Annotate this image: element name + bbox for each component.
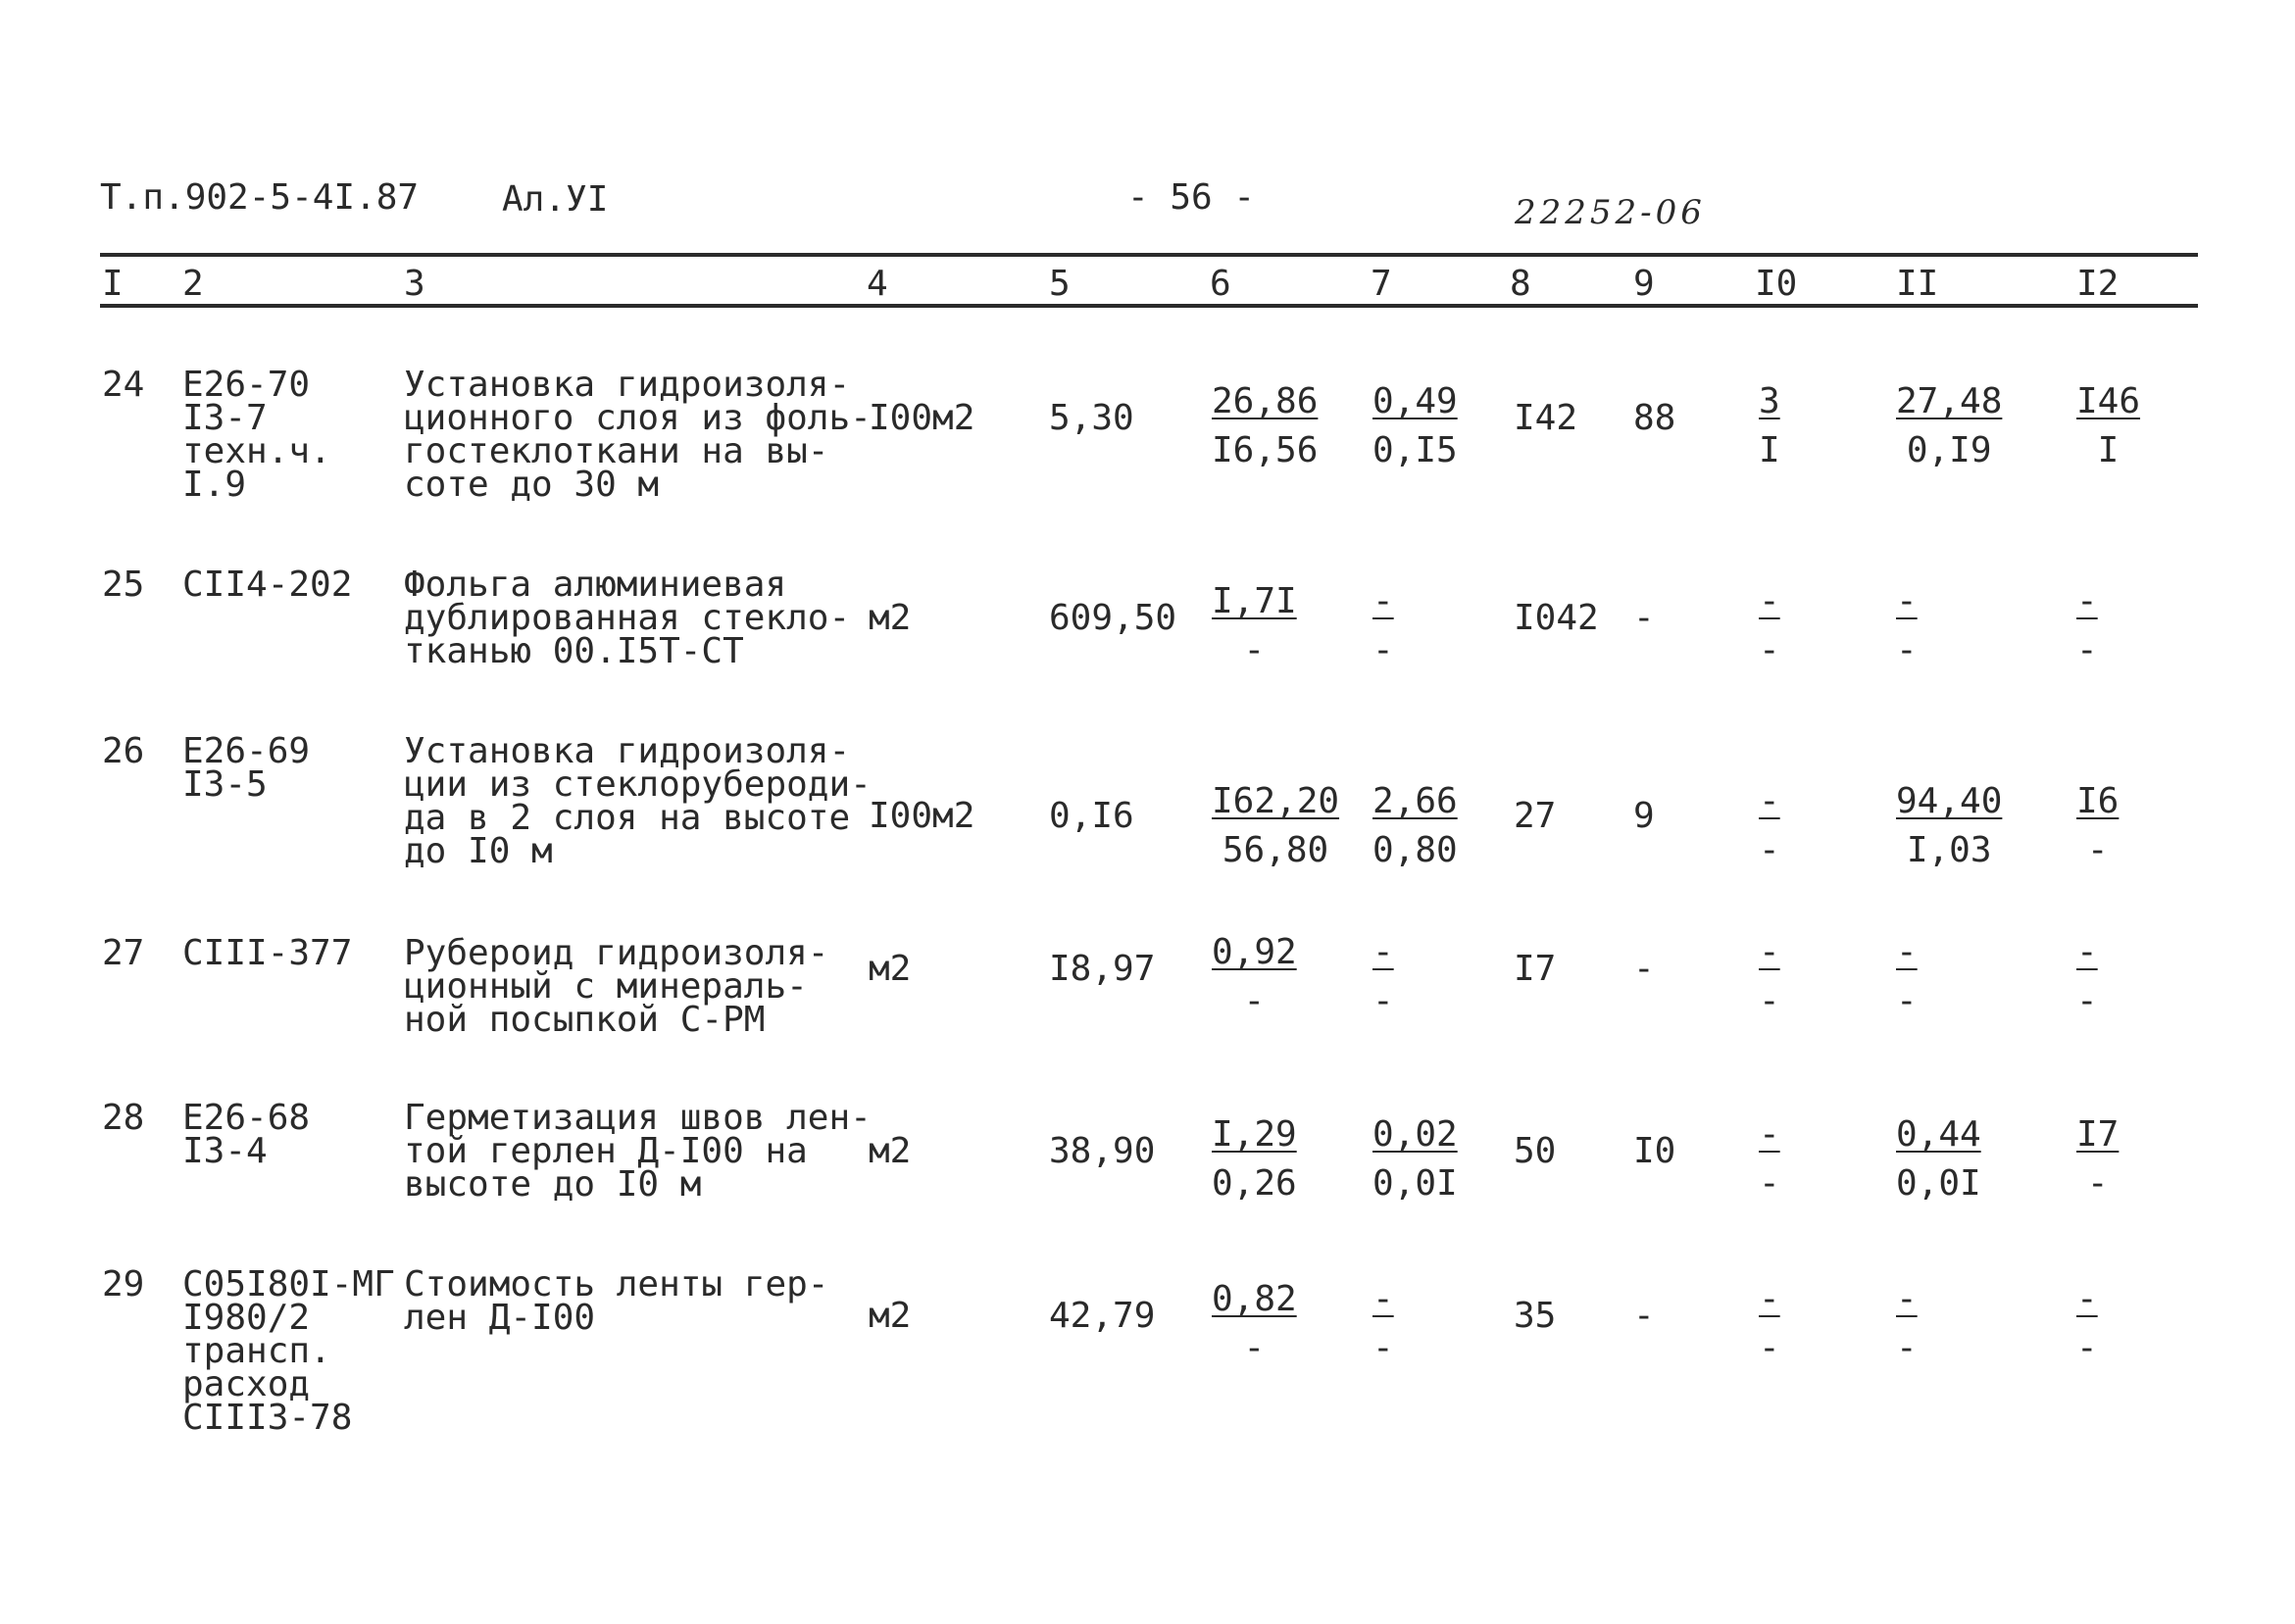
column-11-bottom: -: [1896, 981, 1918, 1021]
column-12-value: [2076, 781, 2120, 870]
quantity: 609,50: [1049, 598, 1177, 638]
column-6-bottom: 0,26: [1212, 1163, 1297, 1204]
column-10-value: [1759, 1279, 1780, 1368]
column-number: 6: [1210, 264, 1231, 304]
column-12-value: [2076, 381, 2141, 470]
column-12-top: I46: [2076, 381, 2141, 421]
column-7-top: -: [1372, 1279, 1394, 1319]
column-number: 7: [1371, 264, 1392, 304]
column-6-value: [1212, 1279, 1297, 1368]
column-11-bottom: 0,I9: [1906, 430, 1992, 470]
column-12-value: [2076, 932, 2098, 1021]
column-10-top: -: [1759, 1114, 1780, 1155]
column-7-value: [1372, 381, 1458, 470]
column-7-top: 2,66: [1372, 781, 1458, 821]
column-12-top: I7: [2076, 1114, 2120, 1155]
column-6-top: 0,92: [1212, 932, 1297, 972]
column-11-top: -: [1896, 581, 1918, 621]
column-9-value: 9: [1633, 796, 1655, 836]
column-6-bottom: 56,80: [1222, 830, 1329, 870]
column-12-bottom: -: [2086, 830, 2109, 870]
column-9-value: -: [1633, 949, 1655, 989]
rate-code: Е26-70 I3-7 техн.ч. I.9: [182, 365, 331, 505]
column-12-bottom: -: [2086, 1163, 2109, 1204]
column-11-top: -: [1896, 1279, 1918, 1319]
column-12-value: [2076, 1114, 2120, 1204]
work-description: Установка гидроизоля- ционного слоя из фоль- гостеклоткани на вы- соте до 30 м: [404, 365, 872, 505]
row-number: 29: [102, 1264, 145, 1304]
column-6-value: [1212, 1114, 1297, 1204]
quantity: 42,79: [1049, 1296, 1156, 1336]
column-6-value: [1212, 381, 1319, 470]
column-7-value: [1372, 781, 1458, 870]
column-10-top: -: [1759, 781, 1780, 821]
column-6-bottom: -: [1243, 1328, 1266, 1368]
column-10-bottom: -: [1759, 1163, 1780, 1204]
column-9-value: -: [1633, 598, 1655, 638]
column-7-top: -: [1372, 932, 1394, 972]
column-11-value: [1896, 1114, 1981, 1204]
column-12-top: -: [2076, 1279, 2098, 1319]
quantity: I8,97: [1049, 949, 1156, 989]
column-12-value: [2076, 1279, 2098, 1368]
column-10-value: [1759, 381, 1780, 470]
column-6-value: [1212, 581, 1297, 670]
work-description: Герметизация швов лен- той герлен Д-I00 на высоте до I0 м: [404, 1098, 872, 1205]
column-12-bottom: -: [2076, 981, 2098, 1021]
column-11-bottom: I,03: [1906, 830, 1992, 870]
column-10-bottom: I: [1759, 430, 1780, 470]
column-7-bottom: 0,80: [1372, 830, 1458, 870]
column-11-value: [1896, 1279, 1918, 1368]
column-6-top: I,7I: [1212, 581, 1297, 621]
column-number: I0: [1755, 264, 1798, 304]
column-11-bottom: -: [1896, 630, 1918, 670]
column-10-top: -: [1759, 1279, 1780, 1319]
column-11-value: [1896, 932, 1918, 1021]
document-reference: Т.п.902-5-4I.87: [100, 177, 420, 218]
quantity: 0,I6: [1049, 796, 1134, 836]
column-11-top: 27,48: [1896, 381, 2003, 421]
unit: I00м2: [869, 796, 975, 836]
column-7-bottom: -: [1372, 630, 1394, 670]
column-number: 3: [404, 264, 425, 304]
row-number: 24: [102, 365, 145, 405]
column-10-bottom: -: [1759, 830, 1780, 870]
column-9-value: -: [1633, 1296, 1655, 1336]
column-11-value: [1896, 381, 2003, 470]
table-header-rule: [100, 304, 2198, 308]
column-number: 4: [867, 264, 888, 304]
column-7-top: 0,49: [1372, 381, 1458, 421]
column-7-bottom: -: [1372, 981, 1394, 1021]
column-10-bottom: -: [1759, 630, 1780, 670]
column-10-value: [1759, 581, 1780, 670]
column-6-top: I62,20: [1212, 781, 1340, 821]
column-number: 2: [182, 264, 204, 304]
column-10-top: 3: [1759, 381, 1780, 421]
column-12-bottom: -: [2076, 1328, 2098, 1368]
row-number: 27: [102, 933, 145, 973]
column-10-top: -: [1759, 581, 1780, 621]
work-description: Стоимость ленты гер- лен Д-I00: [404, 1264, 829, 1338]
column-6-bottom: -: [1243, 630, 1266, 670]
unit: м2: [869, 1296, 912, 1336]
column-8-value: 27: [1514, 796, 1557, 836]
column-6-top: 0,82: [1212, 1279, 1297, 1319]
column-6-bottom: I6,56: [1212, 430, 1319, 470]
column-6-top: 26,86: [1212, 381, 1319, 421]
unit: I00м2: [869, 398, 975, 438]
unit: м2: [869, 598, 912, 638]
row-number: 28: [102, 1098, 145, 1138]
column-11-value: [1896, 581, 1918, 670]
page-number: - 56 -: [1127, 177, 1256, 218]
column-12-top: -: [2076, 932, 2098, 972]
column-number: 9: [1633, 264, 1655, 304]
work-description: Рубероид гидроизоля- ционный с минераль- ной посыпкой С-РМ: [404, 933, 829, 1040]
rate-code: Е26-68 I3-4: [182, 1098, 311, 1171]
column-7-bottom: 0,I5: [1372, 430, 1458, 470]
column-10-value: [1759, 1114, 1780, 1204]
unit: м2: [869, 949, 912, 989]
column-number: 5: [1049, 264, 1071, 304]
quantity: 5,30: [1049, 398, 1134, 438]
column-8-value: 50: [1514, 1131, 1557, 1171]
quantity: 38,90: [1049, 1131, 1156, 1171]
column-8-value: I42: [1514, 398, 1578, 438]
column-12-top: I6: [2076, 781, 2120, 821]
column-7-value: [1372, 932, 1394, 1021]
column-12-top: -: [2076, 581, 2098, 621]
column-8-value: 35: [1514, 1296, 1557, 1336]
column-11-top: 94,40: [1896, 781, 2003, 821]
rate-code: Е26-69 I3-5: [182, 731, 311, 805]
row-number: 25: [102, 565, 145, 605]
handwritten-code: 22252-06: [1515, 193, 1706, 232]
rate-code: СIII-377: [182, 933, 353, 973]
column-6-top: I,29: [1212, 1114, 1297, 1155]
column-10-top: -: [1759, 932, 1780, 972]
column-12-bottom: I: [2097, 430, 2120, 470]
column-10-bottom: -: [1759, 981, 1780, 1021]
column-number: II: [1896, 264, 1939, 304]
column-11-bottom: -: [1896, 1328, 1918, 1368]
album-number: Ал.УI: [502, 179, 609, 220]
column-number: 8: [1510, 264, 1531, 304]
column-7-value: [1372, 1114, 1458, 1204]
column-9-value: I0: [1633, 1131, 1676, 1171]
column-11-value: [1896, 781, 2003, 870]
column-11-bottom: 0,0I: [1896, 1163, 1981, 1204]
column-9-value: 88: [1633, 398, 1676, 438]
column-number: I: [102, 264, 124, 304]
column-6-value: [1212, 781, 1340, 870]
column-11-top: 0,44: [1896, 1114, 1981, 1155]
column-11-top: -: [1896, 932, 1918, 972]
column-10-bottom: -: [1759, 1328, 1780, 1368]
column-12-value: [2076, 581, 2098, 670]
column-8-value: I7: [1514, 949, 1557, 989]
column-7-value: [1372, 1279, 1394, 1368]
column-12-bottom: -: [2076, 630, 2098, 670]
column-number: I2: [2076, 264, 2120, 304]
column-8-value: I042: [1514, 598, 1599, 638]
column-7-bottom: -: [1372, 1328, 1394, 1368]
work-description: Фольга алюминиевая дублированная стекло- тканью 00.I5Т-СТ: [404, 565, 851, 671]
rate-code: С05I80I-МГ I980/2 трансп. расход СIII3-78: [182, 1264, 395, 1438]
column-7-top: 0,02: [1372, 1114, 1458, 1155]
column-7-top: -: [1372, 581, 1394, 621]
column-10-value: [1759, 932, 1780, 1021]
unit: м2: [869, 1131, 912, 1171]
column-10-value: [1759, 781, 1780, 870]
rate-code: СII4-202: [182, 565, 353, 605]
column-6-bottom: -: [1243, 981, 1266, 1021]
column-7-bottom: 0,0I: [1372, 1163, 1458, 1204]
column-7-value: [1372, 581, 1394, 670]
table-top-rule: [100, 253, 2198, 257]
column-6-value: [1212, 932, 1297, 1021]
row-number: 26: [102, 731, 145, 771]
work-description: Установка гидроизоля- ции из стеклорубероди- да в 2 слоя на высоте до I0 м: [404, 731, 872, 871]
